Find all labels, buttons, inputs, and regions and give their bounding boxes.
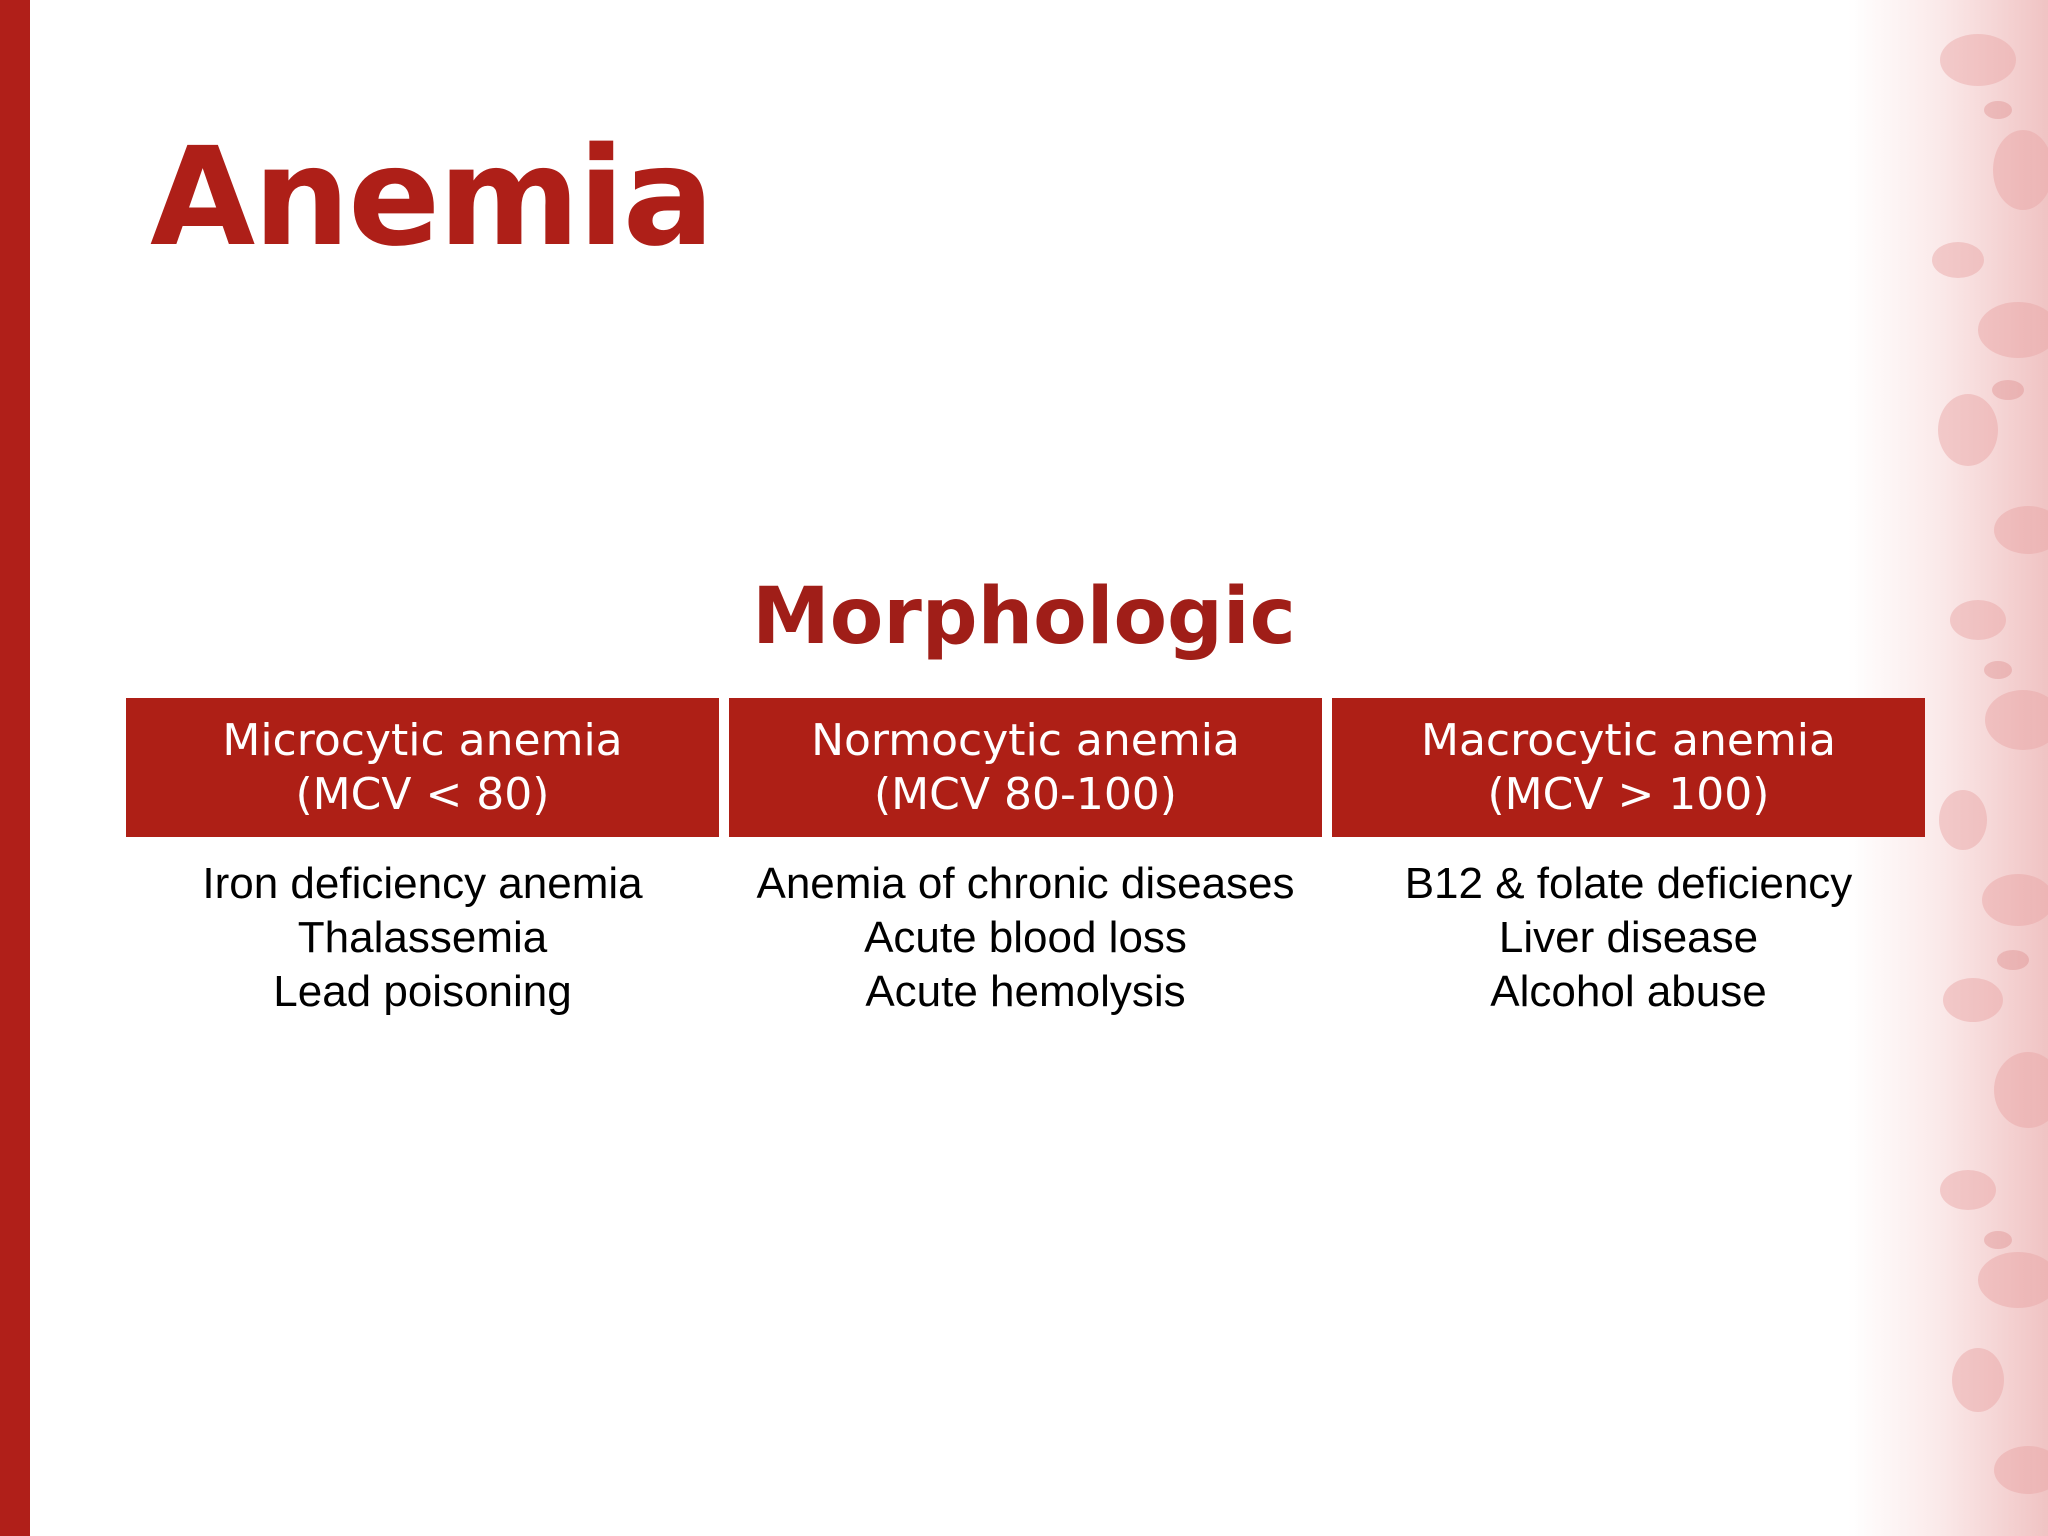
list-item: Acute hemolysis	[865, 967, 1186, 1016]
list-item: Alcohol abuse	[1490, 967, 1767, 1016]
left-accent-bar	[0, 0, 30, 1536]
header-range: (MCV < 80)	[295, 768, 550, 820]
list-item: B12 & folate deficiency	[1404, 859, 1853, 908]
column-items-normocytic	[756, 857, 1294, 1019]
header-range: (MCV > 100)	[1487, 768, 1770, 820]
column-items-macrocytic	[1405, 857, 1853, 1019]
column-microcytic	[126, 698, 719, 1019]
slide-subtitle: Morphologic	[752, 572, 1296, 662]
header-label: Normocytic anemia	[811, 714, 1240, 766]
classification-columns	[126, 698, 1925, 1019]
header-label: Macrocytic anemia	[1420, 714, 1836, 766]
column-normocytic	[729, 698, 1322, 1019]
column-macrocytic	[1332, 698, 1925, 1019]
header-label: Microcytic anemia	[222, 714, 623, 766]
column-header-macrocytic	[1332, 698, 1925, 837]
column-items-microcytic	[202, 857, 642, 1019]
list-item: Lead poisoning	[273, 967, 572, 1016]
header-range: (MCV 80-100)	[874, 768, 1177, 820]
column-header-normocytic	[729, 698, 1322, 837]
column-header-microcytic	[126, 698, 719, 837]
list-item: Iron deficiency anemia	[202, 859, 643, 908]
list-item: Anemia of chronic diseases	[756, 859, 1295, 908]
list-item: Acute blood loss	[864, 913, 1187, 962]
list-item: Thalassemia	[297, 913, 548, 962]
list-item: Liver disease	[1498, 913, 1759, 962]
slide-title: Anemia	[150, 119, 713, 277]
